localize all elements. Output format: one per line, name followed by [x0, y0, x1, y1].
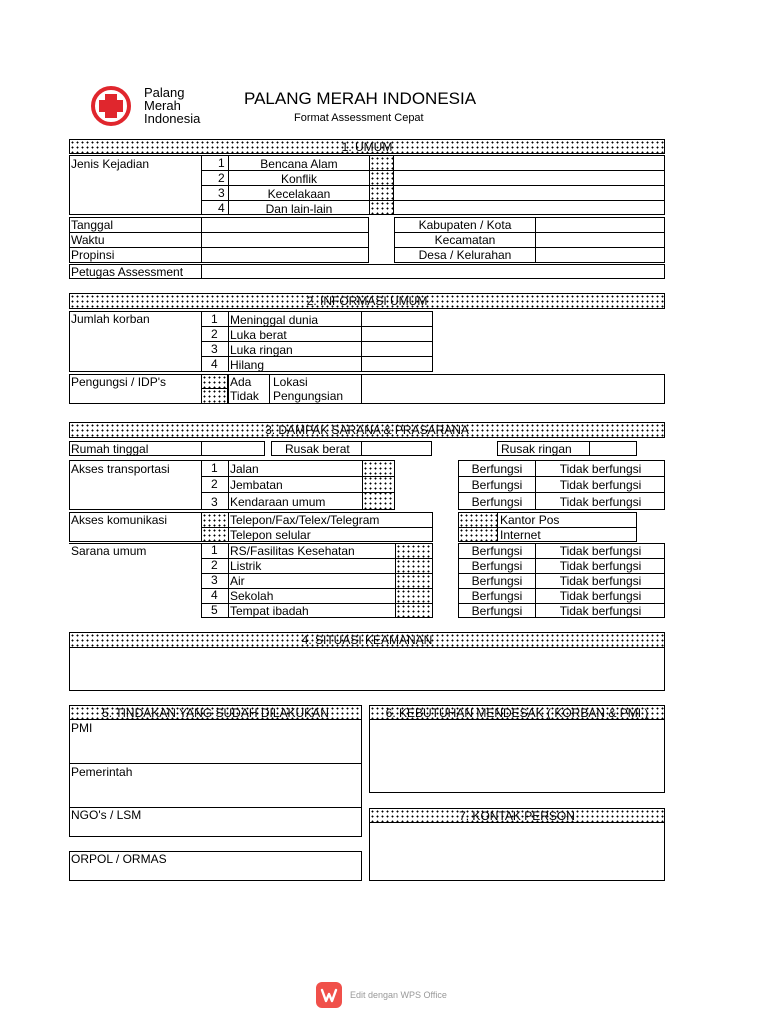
checkbox-tidak[interactable] — [202, 389, 228, 403]
sarana-listrik: Listrik — [230, 559, 262, 573]
section-5-header: 5. TINDAKAN YANG SUDAH DILAKUKAN — [69, 705, 362, 720]
kecamatan-label: Kecamatan — [434, 233, 496, 247]
sarana-umum-label: Sarana umum — [71, 544, 147, 558]
logo-line-1: Palang — [144, 85, 185, 100]
pengungsi-label: Pengungsi / IDP's — [71, 375, 167, 389]
wps-edit-text: Edit dengan WPS Office — [350, 990, 447, 1000]
desa-label: Desa / Kelurahan — [418, 248, 512, 262]
orpol-label: ORPOL / ORMAS — [71, 852, 167, 866]
rumah-tinggal-label: Rumah tinggal — [71, 442, 149, 456]
pengungsi-ada: Ada — [230, 375, 252, 389]
checkbox-selular[interactable] — [202, 528, 228, 541]
item-lain-lain: Dan lain-lain — [265, 202, 333, 216]
situasi-keamanan-box[interactable] — [69, 647, 665, 691]
item-kecelakaan: Kecelakaan — [267, 187, 331, 201]
sarana-sekolah: Sekolah — [230, 589, 274, 603]
korban-meninggal: Meninggal dunia — [230, 313, 319, 327]
red-cross-icon — [88, 86, 136, 126]
akses-jalan: Jalan — [230, 462, 259, 476]
akses-komunikasi-label: Akses komunikasi — [71, 513, 168, 527]
sarana-ibadah: Tempat ibadah — [230, 604, 309, 618]
page-subtitle: Format Assessment Cepat — [294, 112, 424, 124]
pmi-logo — [88, 86, 218, 126]
waktu-label: Waktu — [71, 233, 105, 247]
section-7-header: 7. KONTAK PERSON — [369, 808, 665, 823]
lokasi-label-1: Lokasi — [273, 375, 308, 389]
pmi-box[interactable] — [69, 719, 362, 764]
logo-line-3: Indonesia — [144, 111, 201, 126]
item-konflik: Konflik — [280, 172, 318, 186]
section-1-header: 1. UMUM — [69, 139, 665, 154]
kabupaten-label: Kabupaten / Kota — [418, 218, 512, 232]
propinsi-label: Propinsi — [71, 248, 115, 262]
pengungsi-tidak: Tidak — [230, 389, 259, 403]
korban-luka-ringan: Luka ringan — [230, 343, 293, 357]
wps-office-icon — [316, 982, 342, 1008]
korban-luka-berat: Luka berat — [230, 328, 287, 342]
jenis-kejadian-label: Jenis Kejadian — [71, 157, 150, 171]
checkbox-konflik[interactable] — [369, 171, 394, 185]
checkbox-bencana[interactable] — [369, 156, 394, 170]
section-3-header: 3. DAMPAK SARANA & PRASARANA — [69, 422, 665, 438]
kebutuhan-box[interactable] — [369, 719, 665, 793]
logo-line-2: Merah — [144, 98, 181, 113]
page-title: PALANG MERAH INDONESIA — [244, 89, 477, 108]
sarana-air: Air — [230, 574, 245, 588]
rusak-ringan-label: Rusak ringan — [501, 442, 572, 456]
petugas-label: Petugas Assessment — [71, 265, 184, 279]
ngo-label: NGO's / LSM — [71, 808, 142, 822]
korban-hilang: Hilang — [230, 358, 265, 372]
jumlah-korban-label: Jumlah korban — [71, 312, 150, 326]
section-2-header: 2. INFORMASI UMUM — [69, 293, 665, 309]
akses-transportasi-label: Akses transportasi — [71, 462, 170, 476]
checkbox-kecelakaan[interactable] — [369, 186, 394, 200]
kantor-pos-label: Kantor Pos — [500, 513, 560, 527]
akses-jembatan: Jembatan — [230, 478, 283, 492]
tanggal-label: Tanggal — [71, 218, 114, 232]
internet-label: Internet — [500, 528, 541, 542]
section-4-header: 4. SITUASI KEAMANAN — [69, 632, 665, 648]
item-bencana-alam: Bencana Alam — [260, 157, 338, 171]
kom-telepon: Telepon/Fax/Telex/Telegram — [230, 513, 380, 527]
checkbox-lain[interactable] — [369, 201, 394, 214]
rusak-berat-label: Rusak berat — [285, 442, 350, 456]
kontak-box[interactable] — [369, 822, 665, 881]
wps-badge[interactable] — [316, 982, 466, 1008]
checkbox-ada[interactable] — [202, 375, 228, 389]
checkbox-internet[interactable] — [459, 528, 497, 541]
akses-kendaraan: Kendaraan umum — [230, 495, 326, 509]
checkbox-telepon[interactable] — [202, 513, 228, 527]
pmi-label: PMI — [71, 721, 93, 735]
sarana-rs: RS/Fasilitas Kesehatan — [230, 544, 355, 558]
section-6-header: 6. KEBUTUHAN MENDESAK ( KORBAN & PMI ) — [369, 705, 665, 720]
checkbox-kantor-pos[interactable] — [459, 513, 497, 527]
kom-selular: Telepon selular — [230, 528, 311, 542]
lokasi-label-2: Pengungsian — [273, 389, 344, 403]
pemerintah-label: Pemerintah — [71, 765, 133, 779]
